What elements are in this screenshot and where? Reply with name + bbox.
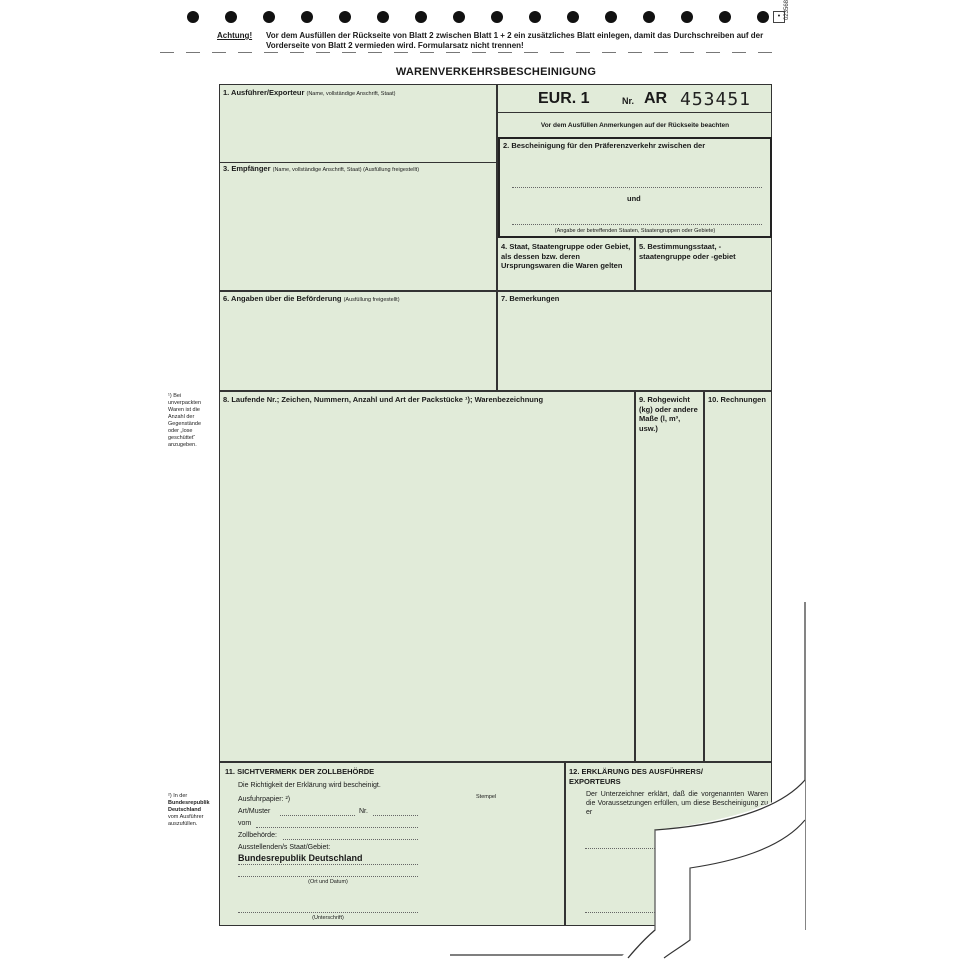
field-11-label: 11. SICHTVERMERK DER ZOLLBEHÖRDE — [225, 767, 375, 776]
field-11-art: Art/Muster — [238, 808, 271, 815]
field-11-zollbehoerde: Zollbehörde: — [238, 832, 277, 839]
divider — [219, 162, 497, 163]
form-type: EUR. 1 — [538, 90, 590, 107]
divider — [219, 290, 772, 292]
form-title: WARENVERKEHRSBESCHEINIGUNG — [395, 66, 597, 78]
form-number: 453451 — [680, 89, 752, 110]
footnote-1: ¹) Bei unverpackten Waren ist die Anzahl der Gegenstände oder „lose geschüttet“ anzugeben. — [168, 393, 202, 448]
punch-hole — [453, 11, 465, 23]
notice-label: Achtung! — [217, 31, 253, 40]
header-notice: Vor dem Ausfüllen Anmerkungen auf der Rückseite beachten — [540, 122, 730, 129]
field-11-nr: Nr. — [359, 808, 368, 815]
divider — [497, 112, 772, 113]
field-11-confirm: Die Richtigkeit der Erklärung wird bescheinigt. — [238, 782, 381, 789]
punch-hole — [263, 11, 275, 23]
punch-hole — [529, 11, 541, 23]
corner-box: • — [773, 11, 785, 23]
field-12-text: Der Unterzeichner erklärt, daß die vorgenannten Waren die Voraussetzungen erfüllen, um diese Bescheinigung zu er — [586, 791, 768, 816]
field-11-ausfuhrpapier: Ausfuhrpapier: ²) — [238, 796, 291, 803]
punch-hole — [415, 11, 427, 23]
field-1-label: 1. Ausführer/Exporteur (Name, vollständige Anschrift, Staat) — [223, 88, 396, 97]
divider — [219, 390, 772, 392]
field-11-signature-caption: (Unterschrift) — [312, 915, 344, 921]
punch-hole — [567, 11, 579, 23]
field-9-label: 9. Rohgewicht (kg) oder andere Maße (l, m³, usw.) — [639, 395, 698, 433]
punch-hole — [225, 11, 237, 23]
page-curl-graphic — [450, 600, 960, 960]
field-11-zollbehoerde-line[interactable] — [283, 839, 418, 840]
field-4-label: 4. Staat, Staatengruppe oder Gebiet, als dessen bzw. deren Ursprungswaren die Waren gelten — [501, 242, 631, 270]
serial-number: 023568 — [784, 0, 790, 20]
field-2-label: 2. Bescheinigung für den Präferenzverkehr zwischen der — [503, 141, 706, 150]
field-11-stempel: Stempel — [476, 794, 497, 800]
divider — [634, 238, 636, 290]
field-10-label: 10. Rechnungen — [708, 395, 766, 404]
field-11-ausstellend: Ausstellenden/s Staat/Gebiet: — [238, 844, 331, 851]
field-7-remarks-input[interactable] — [499, 306, 770, 388]
field-2-line-2[interactable] — [512, 224, 762, 225]
field-2-und: und — [627, 194, 641, 203]
punch-hole — [605, 11, 617, 23]
punch-hole — [681, 11, 693, 23]
punch-hole — [491, 11, 503, 23]
field-7-label: 7. Bemerkungen — [501, 294, 560, 303]
field-1-exporter-input[interactable] — [221, 100, 495, 160]
nr-label: Nr. — [622, 96, 635, 106]
punch-hole — [377, 11, 389, 23]
field-11-place-date-line[interactable] — [238, 876, 418, 877]
field-6-transport-input[interactable] — [221, 306, 495, 388]
field-6-label: 6. Angaben über die Beförderung (Ausfüllung freigestellt) — [223, 294, 400, 303]
field-12-label: 12. ERKLÄRUNG DES AUSFÜHRERS/ EXPORTEURS — [569, 767, 703, 786]
field-11-country-line — [238, 864, 418, 865]
field-11-art-line[interactable] — [280, 815, 355, 816]
field-3-label: 3. Empfänger (Name, vollständige Anschrift, Staat) (Ausfüllung freigestellt) — [223, 164, 420, 173]
field-11-vom-line[interactable] — [256, 827, 418, 828]
footnote-2: ²) In der Bundesrepublik Deutschland vom Ausführer auszufüllen. — [168, 793, 210, 827]
punch-hole — [187, 11, 199, 23]
field-11-vom: vom — [238, 820, 252, 827]
field-11-nr-line[interactable] — [373, 815, 418, 816]
notice-text: Vor dem Ausfüllen der Rückseite von Blatt 2 zwischen Blatt 1 + 2 ein zusätzliches Blatt einlegen, damit das Durchschreiben auf der Vorderseite von Blatt 2 vermieden wird. Formularsatz nicht trennen! — [266, 31, 764, 50]
field-2-note: (Angabe der betreffenden Staaten, Staatengruppen oder Gebiete) — [554, 228, 716, 234]
field-11-country: Bundesrepublik Deutschland — [238, 853, 363, 863]
punch-hole — [339, 11, 351, 23]
field-8-label: 8. Laufende Nr.; Zeichen, Nummern, Anzahl und Art der Packstücke ¹); Warenbezeichnung — [223, 395, 544, 404]
nr-prefix: AR — [644, 90, 668, 107]
field-11-place-date-caption: (Ort und Datum) — [308, 879, 348, 885]
field-5-label: 5. Bestimmungsstaat, -staatengruppe oder -gebiet — [639, 242, 736, 261]
punch-hole — [301, 11, 313, 23]
field-3-consignee-input[interactable] — [221, 176, 495, 288]
punch-hole — [643, 11, 655, 23]
field-11-signature-line[interactable] — [238, 912, 418, 913]
punch-hole — [757, 11, 769, 23]
punch-hole — [719, 11, 731, 23]
field-2-line-1[interactable] — [512, 187, 762, 188]
